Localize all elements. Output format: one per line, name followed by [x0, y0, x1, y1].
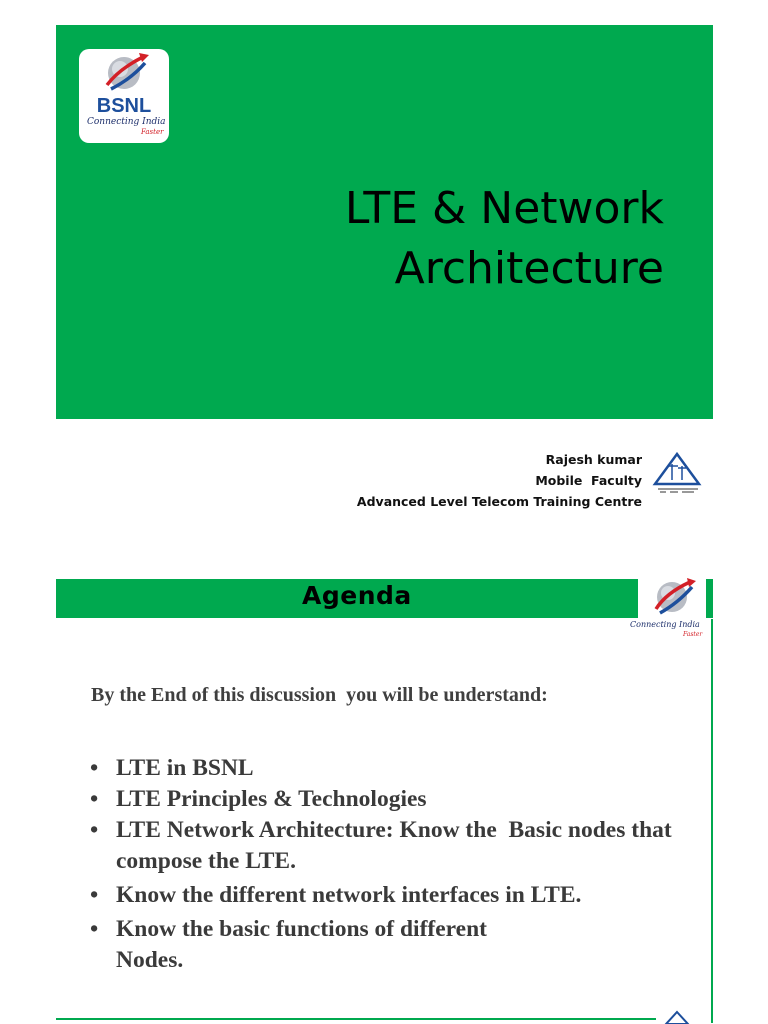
bsnl-brand-text: BSNL: [96, 95, 152, 117]
slide-right-border: [711, 619, 713, 1023]
slide-bottom-rule: [56, 1018, 656, 1020]
agenda-heading: Agenda: [302, 581, 412, 610]
bsnl-logo: [79, 49, 169, 143]
author-block: [357, 449, 642, 512]
bottom-altc-logo-icon: [664, 1010, 694, 1024]
bsnl-tagline-suffix: Faster: [141, 128, 164, 136]
author-role: Mobile Faculty: [535, 473, 642, 488]
slide-title-line-1: LTE & Network: [344, 183, 664, 234]
author-name: Rajesh kumar: [545, 452, 642, 467]
author-organization: Advanced Level Telecom Training Centre: [356, 494, 642, 509]
list-item: • LTE in BSNL: [90, 753, 690, 784]
slide-title-line-2: Architecture: [394, 243, 664, 294]
list-item: • LTE Network Architecture: Know the Basic nodes that compose the LTE.: [90, 815, 676, 877]
list-item: • Know the different network interfaces in LTE.: [90, 880, 690, 911]
list-item: • Know the basic functions of different Nodes.: [90, 914, 536, 976]
bsnl-tagline: Connecting India: [87, 117, 166, 127]
altc-logo-icon: [652, 452, 702, 494]
agenda-bullet-list: [90, 753, 690, 976]
agenda-logo-tagline: Connecting India: [630, 620, 700, 629]
agenda-intro-text: By the End of this discussion you will be understand:: [91, 684, 548, 706]
agenda-globe-icon: [638, 575, 706, 623]
list-item: • LTE Principles & Technologies: [90, 784, 690, 815]
agenda-logo-tagline-suffix: Faster: [683, 631, 703, 638]
